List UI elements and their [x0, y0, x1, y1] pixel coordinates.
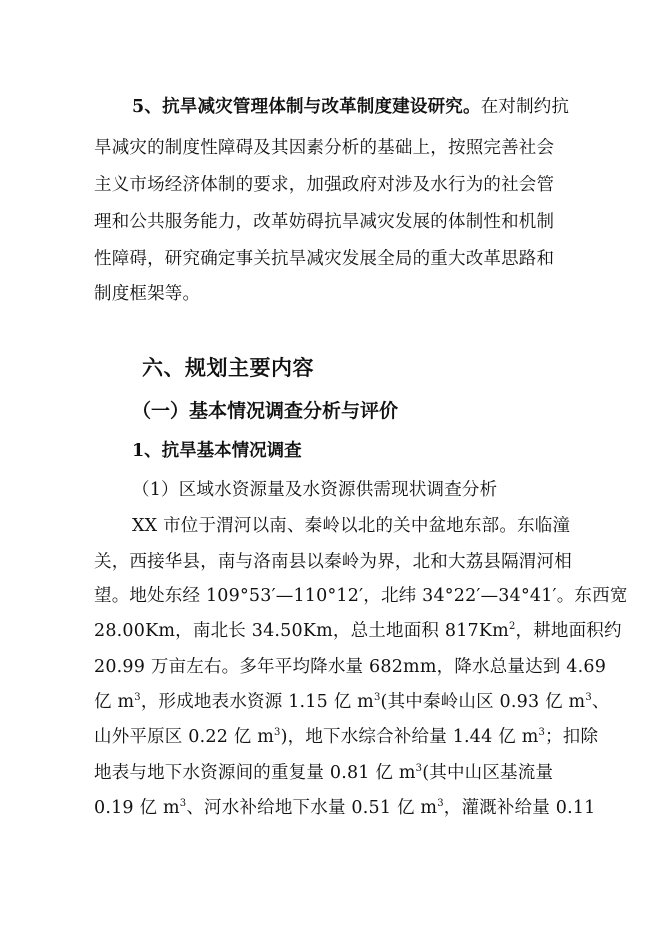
- body-line-5: 20.99 万亩左右。多年平均降水量 682mm，降水总量达到 4.69: [94, 657, 607, 677]
- section5-line-1: [132, 96, 569, 118]
- section5-line-3: 主义市场经济体制的要求，加强政府对涉及水行为的社会管: [94, 175, 555, 195]
- section5-title: 5、抗旱减灾管理体制与改革制度建设研究。: [132, 97, 481, 117]
- body-line-4: 28.00Km，南北长 34.50Km，总土地面积 817Km$^2$，耕地面积约: [94, 621, 622, 641]
- item-heading: 1、抗旱基本情况调查: [132, 441, 302, 461]
- body-line-8: 地表与地下水资源间的重复量 0.81 亿 $m^3$(其中山区基流量: [94, 763, 554, 783]
- sub-item-heading: （1）区域水资源量及水资源供需现状调查分析: [132, 480, 498, 500]
- sub-heading: （一）基本情况调查分析与评价: [132, 400, 399, 422]
- section5-line-4: 理和公共服务能力，改革妨碍抗旱减灾发展的体制性和机制: [94, 212, 555, 232]
- body-line-7: 山外平原区 0.22 亿 $m^3$)，地下水综合补给量 1.44 亿 $m^3$；扣除: [94, 727, 599, 747]
- body-line-6: 亿 $m^3$，形成地表水资源 1.15 亿 $m^3$(其中秦岭山区 0.93 亿 $m^3$、: [94, 692, 610, 712]
- body-line-3: 望。地处东经 109°53′—110°12′，北纬 34°22′—34°41′。东西宽: [94, 586, 628, 606]
- section5-text: 在对制约抗: [480, 97, 570, 117]
- body-line-2: 关，西接华县，南与洛南县以秦岭为界，北和大荔县隔渭河相: [94, 552, 572, 572]
- section5-line-2: 旱减灾的制度性障碍及其因素分析的基础上，按照完善社会: [94, 138, 555, 158]
- section5-line-6: 制度框架等。: [94, 284, 201, 304]
- main-heading: 六、规划主要内容: [142, 355, 314, 380]
- section5-line-5: 性障碍，研究确定事关抗旱减灾发展全局的重大改革思路和: [94, 249, 555, 269]
- body-line-1: XX 市位于渭河以南、秦岭以北的关中盆地东部。东临潼: [132, 516, 571, 536]
- body-line-9: 0.19 亿 $m^3$、河水补给地下水量 0.51 亿 $m^3$，灌溉补给量 0.11: [94, 798, 596, 818]
